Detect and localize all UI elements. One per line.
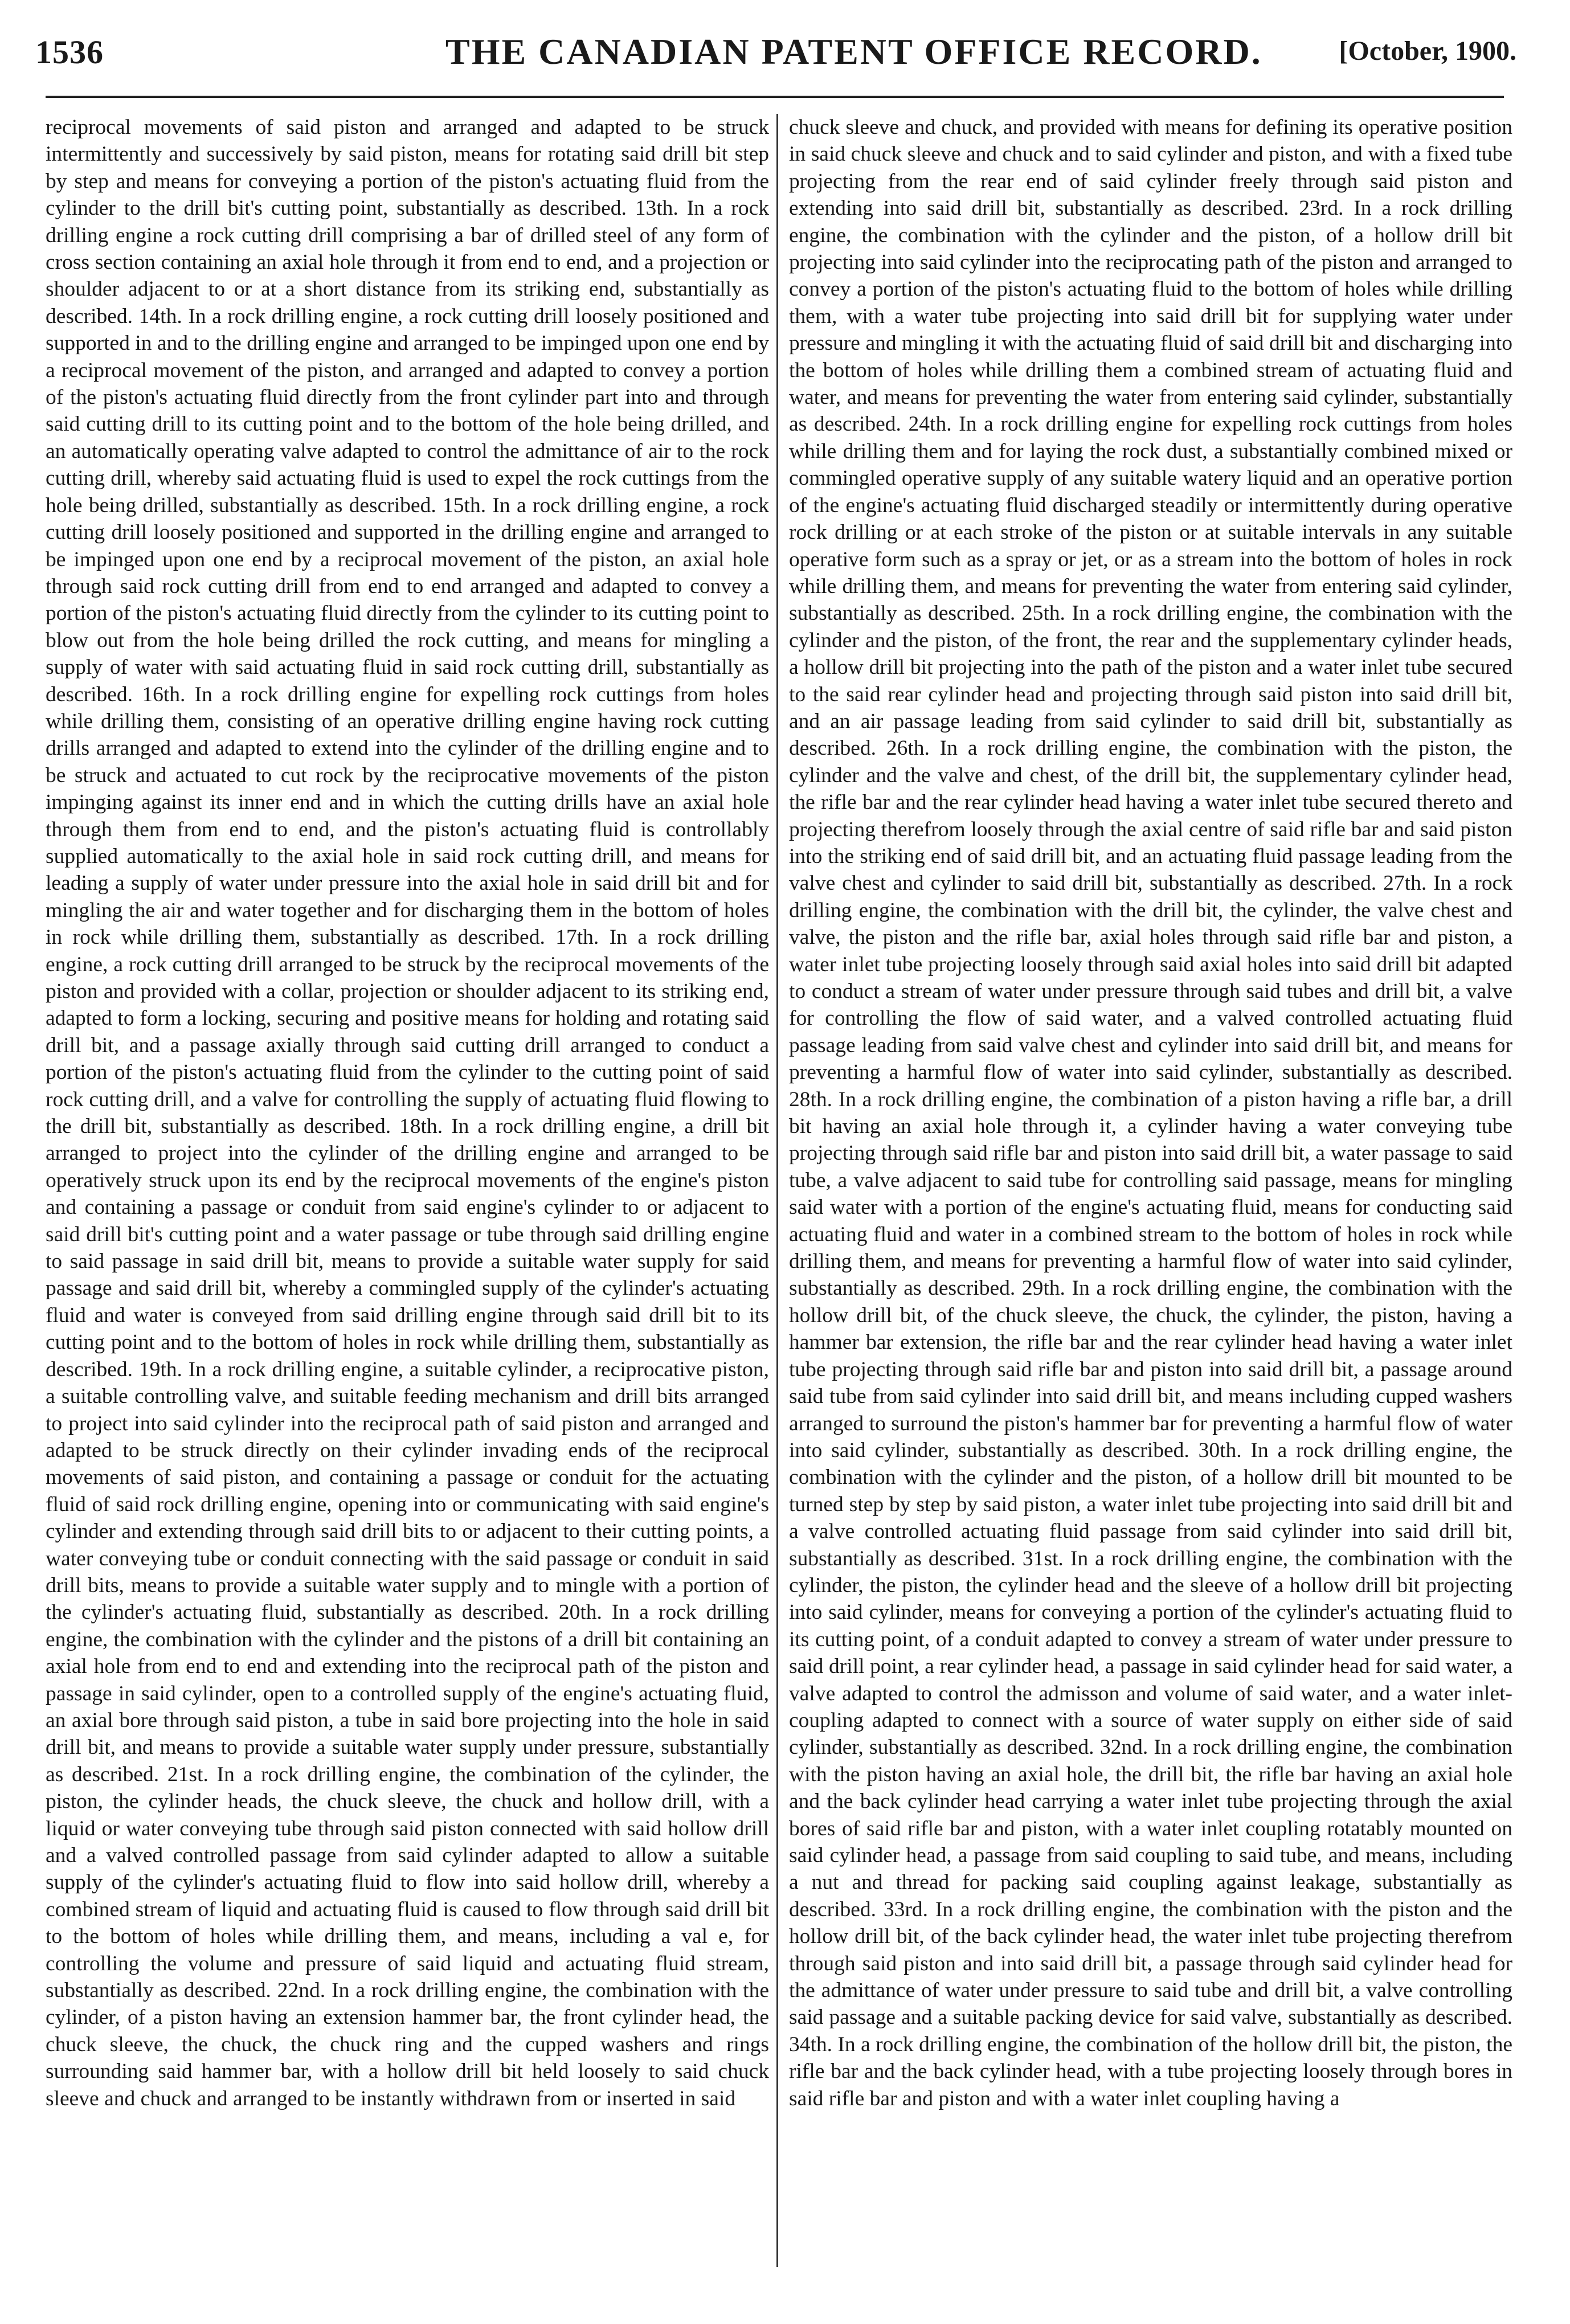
left-column [46,114,769,2278]
right-column [789,114,1512,2278]
page-header [35,30,1516,92]
issue-date: [October, 1900. [1339,36,1516,66]
page-number: 1536 [35,34,104,71]
column-divider [776,114,778,2267]
header-rule [46,96,1504,98]
text-columns [46,114,1510,2278]
left-column-text: reciprocal movements of said piston and arranged and adapted to be struck intermittently and successively by said piston, means for rotating said drill bit step by step and means for conveying a portion of the piston's actuating fluid from the cylinder to the drill bit's cutting point, substantially as described. 13th. In a rock drilling engine a rock cutting drill comprising a bar of drilled steel of any form of cross section containing an axial hole through it from end to end, and a projection or shoulder adjacent to or at a short distance from its striking end, substantially as described. 14th. In a rock drilling engine, a rock cutting drill loosely positioned and supported in and to the drilling engine and arranged to be impinged upon one end by a reciprocal movement of the piston, and arranged and adapted to convey a portion of the piston's actuating fluid directly from the front cylinder part into and through said cutting drill to its cutting point and to the bottom of the hole being drilled, and an automatically operating valve adapted to control the admittance of air to the rock cutting drill, whereby said actuating fluid is used to expel the rock cuttings from the hole being drilled, substantially as described. 15th. In a rock drilling engine, a rock cutting drill loosely positioned and supported in the drilling engine and arranged to be impinged upon one end by a reciprocal movement of the piston, an axial hole through said rock cutting drill from end to end arranged and adapted to convey a portion of the piston's actuating fluid directly from the cylinder to its cutting point to blow out from the hole being drilled the rock cutting, and means for mingling a supply of water with said actuating fluid in said rock cutting drill, substantially as described. 16th. In a rock drilling engine for expelling rock cuttings from holes while drilling them, consisting of an operative drilling engine having rock cutting drills arranged and adapted to extend into the cylinder of the drilling engine and to be struck and actuated to cut rock by the reciprocative movements of the piston impinging against its inner end and in which the cutting drills have an axial hole through them from end to end, and the piston's actuating fluid is controllably supplied automatically to the axial hole in said rock cutting drill, and means for leading a supply of water under pressure into the axial hole in said drill bit and for mingling the air and water together and for discharging them in the bottom of holes in rock while drilling them, substantially as described. 17th. In a rock drilling engine, a rock cutting drill arranged to be struck by the reciprocal movements of the piston and provided with a collar, projection or shoulder adjacent to its striking end, adapted to form a locking, securing and positive means for holding and rotating said drill bit, and a passage axially through said cutting drill arranged to conduct a portion of the piston's actuating fluid from the cylinder to the cutting point of said rock cutting drill, and a valve for controlling the supply of actuating fluid flowing to the drill bit, substantially as described. 18th. In a rock drilling engine, a drill bit arranged to project into the cylinder of the drilling engine and arranged to be operatively struck upon its end by the reciprocal movements of the engine's piston and containing a passage or conduit from said engine's cylinder to or adjacent to said drill bit's cutting point and a water passage or tube through said drilling engine to said passage in said drill bit, means to provide a suitable water supply for said passage and said drill bit, whereby a commingled supply of the cylinder's actuating fluid and water is conveyed from said drilling engine through said drill bit to its cutting point and to the bottom of holes in rock while drilling them, substantially as described. 19th. In a rock drilling engine, a suitable cylinder, a reciprocative piston, a suitable controlling valve, and suitable feeding mechanism and drill bits arranged to project into said cylinder into the reciprocal path of said piston and arranged and adapted to be struck directly on their cylinder invading ends of the reciprocal movements of said piston, and containing a passage or conduit for the actuating fluid of said rock drilling engine, opening into or communicating with said engine's cylinder and extending through said drill bits to or adjacent to their cutting points, a water conveying tube or conduit connecting with the said passage or conduit in said drill bits, means to provide a suitable water supply and to mingle with a portion of the cylinder's actuating fluid, substantially as described. 20th. In a rock drilling engine, the combination with the cylinder and the pistons of a drill bit containing an axial hole from end to end and extending into the reciprocal path of the piston and passage in said cylinder, open to a controlled supply of the engine's actuating fluid, an axial bore through said piston, a tube in said bore projecting into the hole in said drill bit, and means to provide a suitable water supply under pressure, substantially as described. 21st. In a rock drilling engine, the combination of the cylinder, the piston, the cylinder heads, the chuck sleeve, the chuck and hollow drill, with a liquid or water conveying tube through said piston connected with said hollow drill and a valved controlled passage from said cylinder adapted to allow a suitable supply of the cylinder's actuating fluid to flow into said hollow drill, whereby a combined stream of liquid and actuating fluid is caused to flow through said drill bit to the bottom of holes while drilling them, and means, including a val e, for controlling the volume and pressure of said liquid and actuating fluid stream, substantially as described. 22nd. In a rock drilling engine, the combination with the cylinder, of a piston having an extension hammer bar, the front cylinder head, the chuck sleeve, the chuck, the chuck ring and the cupped washers and rings surrounding said hammer bar, with a hollow drill bit held loosely to said chuck sleeve and chuck and arranged to be instantly withdrawn from or inserted in said [46,116,769,2110]
right-column-text: chuck sleeve and chuck, and provided with means for defining its operative position in said chuck sleeve and chuck and to said cylinder and piston, and with a fixed tube projecting from the rear end of said cylinder freely through said piston and extending into said drill bit, substantially as described. 23rd. In a rock drilling engine, the combination with the cylinder and the piston, of a hollow drill bit projecting into said cylinder into the reciprocating path of the piston and arranged to convey a portion of the piston's actuating fluid to the bottom of holes while drilling them, with a water tube projecting into said drill bit for supplying water under pressure and mingling it with the actuating fluid of said drill bit and discharging into the bottom of holes while drilling them a combined stream of actuating fluid and water, and means for preventing the water from entering said cylinder, substantially as described. 24th. In a rock drilling engine for expelling rock cuttings from holes while drilling them and for laying the rock dust, a substantially combined mixed or commingled operative supply of any suitable watery liquid and an operative portion of the engine's actuating fluid discharged steadily or intermittently during operative rock drilling or at each stroke of the piston or at suitable intervals in any suitable operative form such as a spray or jet, or as a stream into the bottom of holes in rock while drilling them, and means for preventing the water from entering said cylinder, substantially as described. 25th. In a rock drilling engine, the combination with the cylinder and the piston, of the front, the rear and the supplementary cylinder heads, a hollow drill bit projecting into the path of the piston and a water inlet tube secured to the said rear cylinder head and projecting through said piston into said drill bit, and an air passage leading from said cylinder to said drill bit, substantially as described. 26th. In a rock drilling engine, the combination with the piston, the cylinder and the valve and chest, of the drill bit, the supplementary cylinder head, the rifle bar and the rear cylinder head having a water inlet tube secured thereto and projecting therefrom loosely through the axial centre of said rifle bar and said piston into the striking end of said drill bit, and an actuating fluid passage leading from the valve chest and cylinder to said drill bit, substantially as described. 27th. In a rock drilling engine, the combination with the drill bit, the cylinder, the valve chest and valve, the piston and the rifle bar, axial holes through said rifle bar and piston, a water inlet tube projecting loosely through said axial holes into said drill bit adapted to conduct a stream of water under pressure through said tubes and drill bit, a valve for controlling the flow of said water, and a valved controlled actuating fluid passage leading from said valve chest and cylinder into said drill bit, and means for preventing a harmful flow of water into said cylinder, substantially as described. 28th. In a rock drilling engine, the combination of a piston having a rifle bar, a drill bit having an axial hole through it, a cylinder having a water conveying tube projecting through said rifle bar and piston into said drill bit, a water passage to said tube, a valve adjacent to said tube for controlling said passage, means for mingling said water with a portion of the engine's actuating fluid, means for conducting said actuating fluid and water in a combined stream to the bottom of holes in rock while drilling them, and means for preventing a harmful flow of water into said cylinder, substantially as described. 29th. In a rock drilling engine, the combination with the hollow drill bit, of the chuck sleeve, the chuck, the cylinder, the piston, having a hammer bar extension, the rifle bar and the rear cylinder head having a water inlet tube projecting through said rifle bar and piston into said drill bit, a passage around said tube from said cylinder into said drill bit, and means including cupped washers arranged to surround the piston's hammer bar for preventing a harmful flow of water into said cylinder, substantially as described. 30th. In a rock drilling engine, the combination with the cylinder and the piston, of a hollow drill bit mounted to be turned step by step by said piston, a water inlet tube projecting into said drill bit and a valve controlled actuating fluid passage from said cylinder into said drill bit, substantially as described. 31st. In a rock drilling engine, the combination with the cylinder, the piston, the cylinder head and the sleeve of a hollow drill bit projecting into said cylinder, means for conveying a portion of the cylinder's actuating fluid to its cutting point, of a conduit adapted to convey a stream of water under pressure to said drill point, a rear cylinder head, a passage in said cylinder head for said water, a valve adapted to control the admisson and volume of said water, and a water inlet-coupling adapted to connect with a source of water supply on either side of said cylinder, substantially as described. 32nd. In a rock drilling engine, the combination with the piston having an axial hole, the drill bit, the rifle bar having an axial hole and the back cylinder head carrying a water inlet tube projecting through the axial bores of said rifle bar and piston, with a water inlet coupling rotatably mounted on said cylinder head, a passage from said coupling to said tube, and means, including a nut and thread for packing said coupling against leakage, substantially as described. 33rd. In a rock drilling engine, the combination with the piston and the hollow drill bit, of the back cylinder head, the water inlet tube projecting therefrom through said piston and into said drill bit, a passage through said cylinder head for the admittance of water under pressure to said tube and drill bit, a valve controlling said passage and a suitable packing device for said valve, substantially as described. 34th. In a rock drilling engine, the combination of the hollow drill bit, the piston, the rifle bar and the back cylinder head, with a tube projecting loosely through bores in said rifle bar and piston and with a water inlet coupling having a [789,116,1512,2110]
journal-title: THE CANADIAN PATENT OFFICE RECORD. [445,31,1262,72]
